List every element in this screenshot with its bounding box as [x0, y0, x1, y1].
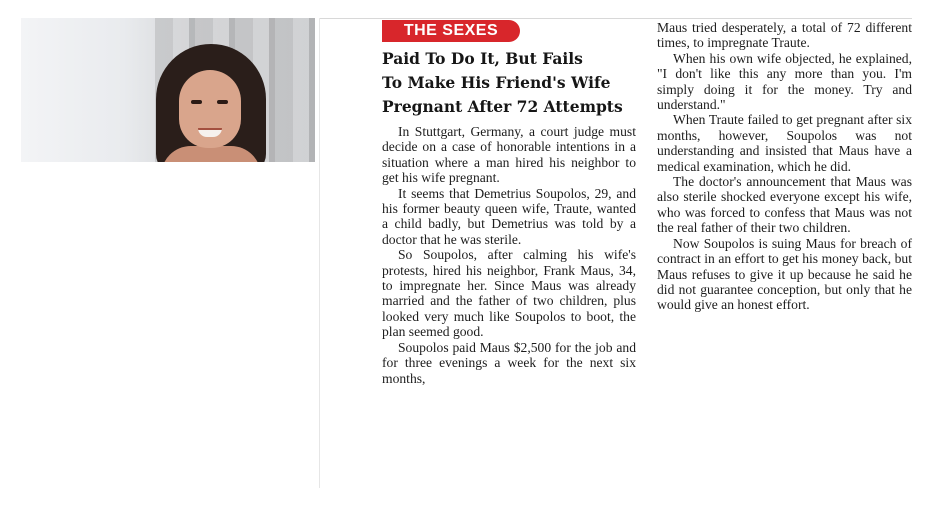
paragraph: In Stuttgart, Germany, a court judge must decide on a case of honorable intentions in a situation where a man hired his neighbor to get his wife pregnant. — [382, 124, 636, 186]
paragraph: When Traute failed to get pregnant after six months, however, Soupolos was not understanding and insisted that Maus have a medical examination, which he did. — [657, 112, 912, 174]
paragraph: Now Soupolos is suing Maus for breach of contract in an effort to get his money back, but Maus refuses to give it up because he said he did not guarantee conception, but only that he would give an honest effort. — [657, 235, 912, 313]
paragraph: When his own wife objected, he explained, "I don't like this any more than you. I'm simply doing it for the money. Try and understand." — [657, 50, 912, 113]
section-kicker: THE SEXES — [382, 20, 520, 42]
paragraph: It seems that Demetrius Soupolos, 29, and his former beauty queen wife, Traute, wanted a child badly, but Demetrius was told by a doctor that he was sterile. — [382, 185, 636, 247]
paragraph: Soupolos paid Maus $2,500 for the job and for three evenings a week for the next six months, — [382, 339, 636, 386]
paragraph-continued: Maus tried desperately, a total of 72 different times, to impregnate Traute. — [657, 20, 912, 51]
paragraph: So Soupolos, after calming his wife's protests, hired his neighbor, Frank Maus, 34, to impregnate her. Since Maus was already married and the father of two children, plus looked very much like Soupolos to boot, the plan seemed good. — [382, 247, 636, 340]
top-rule — [320, 18, 912, 19]
photo-eye-left — [191, 100, 202, 104]
article-column-1 — [382, 124, 636, 386]
article-column-2 — [657, 20, 912, 313]
paragraph: The doctor's announcement that Maus was also sterile shocked everyone except his wife, who was forced to confess that Maus was not the real father of their two children. — [657, 174, 912, 236]
portrait-photo — [21, 18, 315, 162]
column-divider — [319, 18, 320, 488]
photo-eye-right — [217, 100, 228, 104]
article-headline: Paid To Do It, But Fails To Make His Friend's Wife Pregnant After 72 Attempts — [382, 49, 623, 116]
